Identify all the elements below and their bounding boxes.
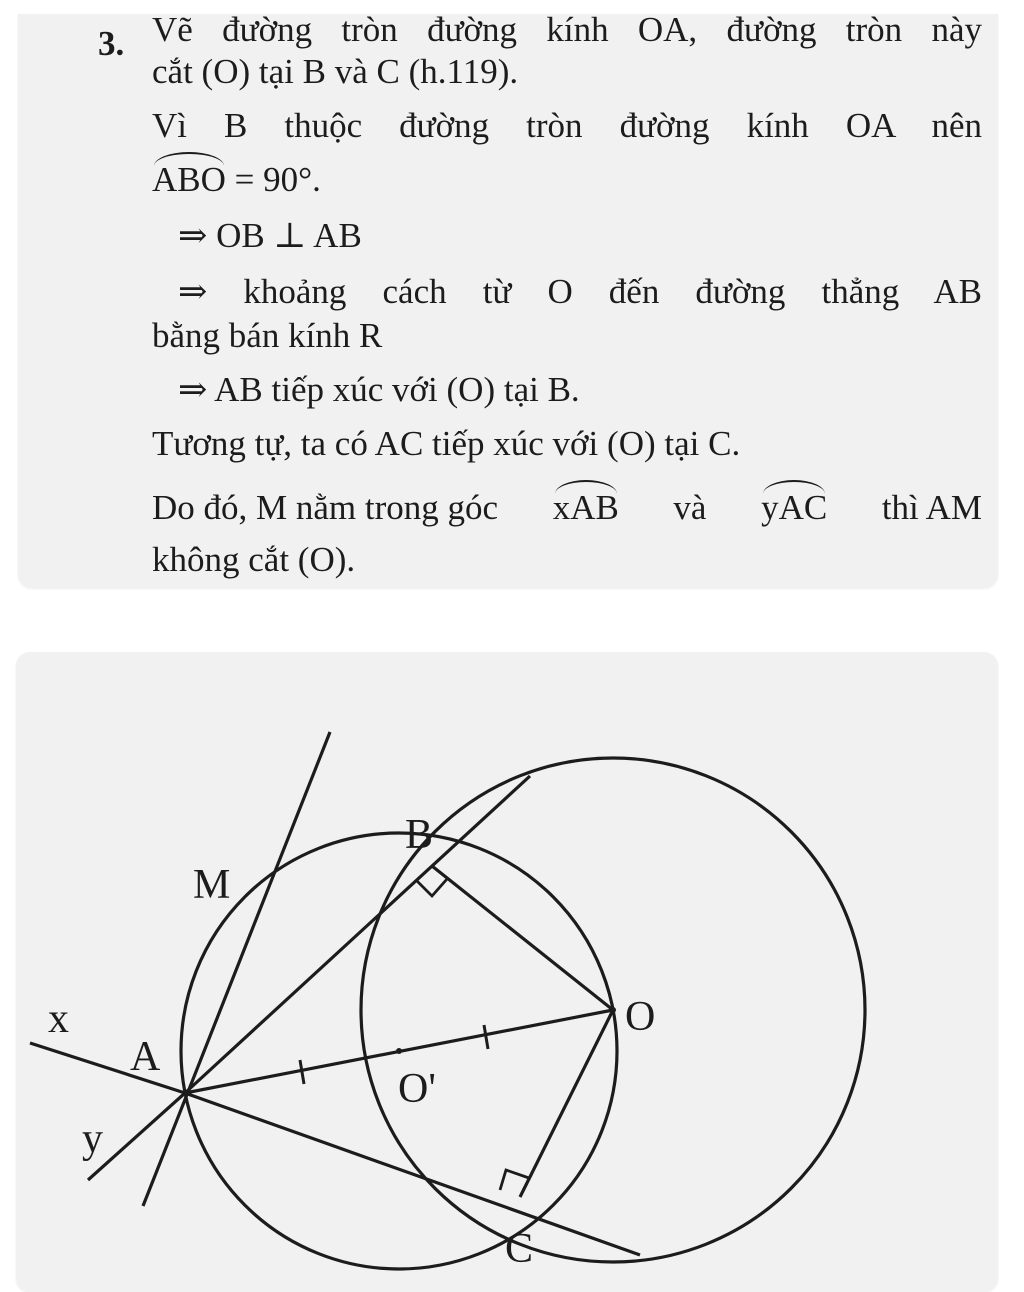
ray-ax [30,1043,185,1093]
tick-mark-2 [484,1025,488,1049]
angle-xab: xAB [552,488,619,527]
angle-abo-value: = 90°. [234,160,321,199]
text-line-3: Vì B thuộc đường tròn đường kính OA nên [152,106,982,145]
tangent-ab [185,776,530,1093]
segment-oc [520,1010,613,1197]
label-y: y [82,1116,103,1162]
text-line-8: ⇒ AB tiếp xúc với (O) tại B. [178,370,580,409]
label-o: O [625,994,656,1040]
text-line-10-a: Do đó, M nằm trong góc [152,488,499,527]
text-line-10-c: thì AM [881,488,982,527]
angle-yac: yAC [761,488,828,527]
point-o [610,1007,616,1013]
text-line-6: ⇒ khoảng cách từ O đến đường thẳng AB [178,272,982,311]
tangent-ac [185,1093,640,1255]
text-line-11: không cắt (O). [152,540,356,579]
label-b: B [405,812,434,858]
text-line-7: bằng bán kính R [152,316,383,355]
text-line-2: cắt (O) tại B và C (h.119). [152,52,519,91]
text-line-10-b: và [673,488,707,527]
label-a: A [130,1034,161,1080]
label-m: M [193,862,231,908]
point-o-prime [396,1048,402,1054]
label-o-prime: O' [398,1066,436,1112]
label-c: C [505,1226,534,1272]
tick-mark-1 [300,1060,304,1084]
label-x: x [48,996,69,1042]
right-angle-b [416,879,447,896]
text-line-1: Vẽ đường tròn đường kính OA, đường tròn này [152,10,982,49]
problem-number: 3. [98,24,125,63]
angle-abo: ABO [152,160,226,199]
text-line-9: Tương tự, ta có AC tiếp xúc với (O) tại C. [152,424,741,463]
text-line-5: ⇒ OB ⊥ AB [178,216,362,255]
